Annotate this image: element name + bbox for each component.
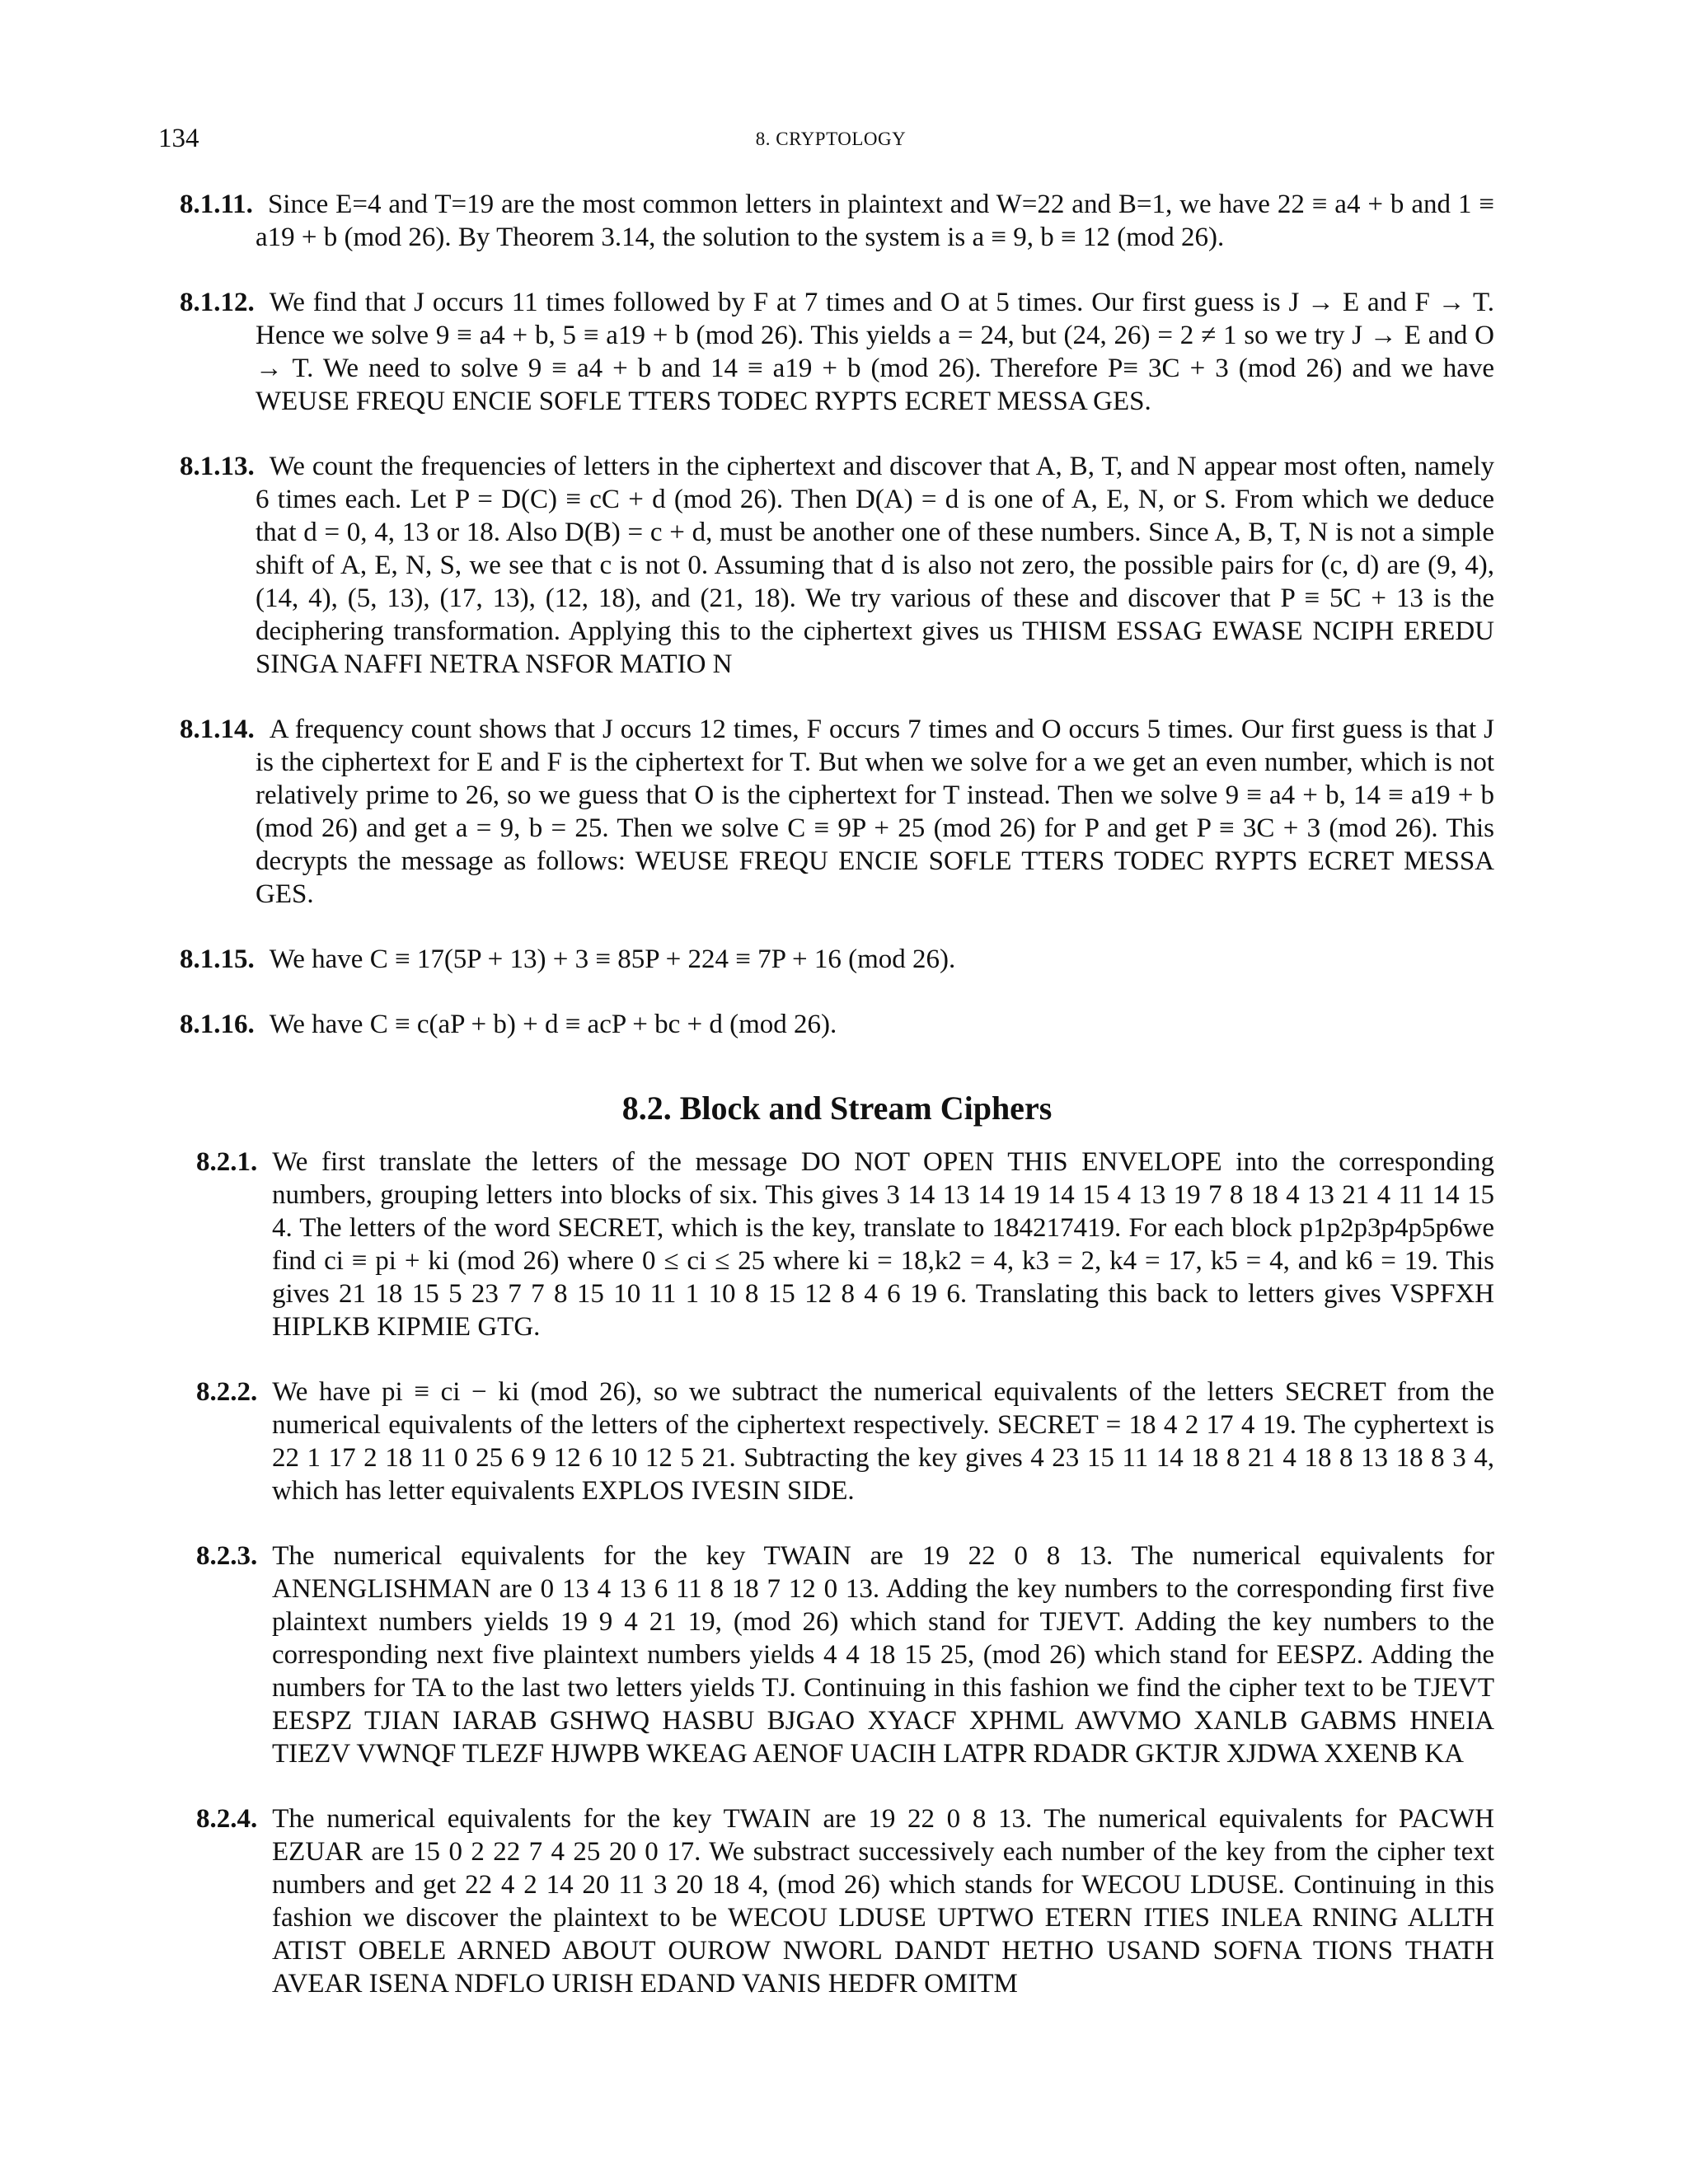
solution-8-1-16 [180,1008,1494,1041]
solution-8-1-14 [180,713,1494,911]
solution-8-1-15 [180,943,1494,976]
solution-8-2-2 [196,1376,1494,1507]
solution-8-1-11 [180,188,1494,254]
running-header [158,124,1503,157]
solution-number: 8.2.2. [196,1377,258,1407]
solution-text: We count the frequencies of letters in the ciphertext and discover that A, B, T, and N appear most often, namely 6 times each. Let P = D(C) ≡ cC + d (mod 26). Then D(A) = d is one of A, E, N, or S. From which we deduce that d = 0, 4, 13 or 18. Also D(B) = c + d, must be another one of these numbers. Since A, B, T, N is not a simple shift of A, E, N, S, we see that c is not 0. Assuming that d is also not zero, the possible pairs for (c, d) are (9, 4), (14, 4), (5, 13), (17, 13), (12, 18), and (21, 18). We try various of these and discover that P ≡ 5C + 13 is the deciphering transformation. Applying this to the ciphertext gives us THISM ESSAG EWASE NCIPH EREDU SINGA NAFFI NETRA NSFOR MATIO N [256,452,1494,679]
solution-text: We have C ≡ 17(5P + 13) + 3 ≡ 85P + 224 ≡ 7P + 16 (mod 26). [269,944,956,974]
solution-number: 8.1.11. [180,190,253,219]
section-8-2-body [196,1146,1494,2000]
solution-number: 8.1.15. [180,944,255,974]
solution-number: 8.1.13. [180,452,255,481]
running-title: 8. CRYPTOLOGY [755,129,907,149]
solution-8-2-4 [196,1802,1494,2000]
solution-8-2-1 [196,1146,1494,1343]
solution-text: A frequency count shows that J occurs 12 times, F occurs 7 times and O occurs 5 times. Our first guess is that J is the ciphertext for E and F is the ciphertext for T. But when we solve for a we get an even number, which is not relatively prime to 26, so we guess that O is the ciphertext for T instead. Then we solve 9 ≡ a4 + b, 14 ≡ a19 + b (mod 26) and get a = 9, b = 25. Then we solve C ≡ 9P + 25 (mod 26) for P and get P ≡ 3C + 3 (mod 26). This decrypts the message as follows: WEUSE FREQU ENCIE SOFLE TTERS TODEC RYPTS ECRET MESSA GES. [256,715,1494,909]
page-number: 134 [158,124,199,153]
solution-8-2-3 [196,1540,1494,1770]
solution-number: 8.1.12. [180,288,255,317]
solution-text: The numerical equivalents for the key TWAIN are 19 22 0 8 13. The numerical equivalents for PACWH EZUAR are 15 0 2 22 7 4 25 20 0 17. We substract successively each number of the key from the cipher text numbers and get 22 4 2 14 20 11 3 20 18 4, (mod 26) which stands for WECOU LDUSE. Continuing in this fashion we discover the plaintext to be WECOU LDUSE UPTWO ETERN ITIES INLEA RNING ALLTH ATIST OBELE ARNED ABOUT OUROW NWORL DANDT HETHO USAND SOFNA TIONS THATH AVEAR ISENA NDFLO URISH EDAND VANIS HEDFR OMITM [272,1804,1494,1999]
solution-number: 8.1.14. [180,715,255,744]
solution-text: We have C ≡ c(aP + b) + d ≡ acP + bc + d (mod 26). [269,1010,837,1039]
solution-number: 8.2.1. [196,1147,258,1177]
solution-text: Since E=4 and T=19 are the most common letters in plaintext and W=22 and B=1, we have 22 ≡ a4 + b and 1 ≡ a19 + b (mod 26). By Theorem 3.14, the solution to the system is a ≡ 9, b ≡ 12 (mod 26). [256,190,1494,252]
solution-number: 8.1.16. [180,1010,255,1039]
solution-text: We first translate the letters of the message DO NOT OPEN THIS ENVELOPE into the corresponding numbers, grouping letters into blocks of six. This gives 3 14 13 14 19 14 15 4 13 19 7 8 18 4 13 21 4 11 14 15 4. The letters of the word SECRET, which is the key, translate to 184217419. For each block p1p2p3p4p5p6we find ci ≡ pi + ki (mod 26) where 0 ≤ ci ≤ 25 where ki = 18,k2 = 4, k3 = 2, k4 = 17, k5 = 4, and k6 = 19. This gives 21 18 15 5 23 7 7 8 15 10 11 1 10 8 15 12 8 4 6 19 6. Translating this back to letters gives VSPFXH HIPLKB KIPMIE GTG. [272,1147,1494,1342]
solution-text: We find that J occurs 11 times followed by F at 7 times and O at 5 times. Our first guess is J → E and F → T. Hence we solve 9 ≡ a4 + b, 5 ≡ a19 + b (mod 26). This yields a = 24, but (24, 26) = 2 ≠ 1 so we try J → E and O → T. We need to solve 9 ≡ a4 + b and 14 ≡ a19 + b (mod 26). Therefore P≡ 3C + 3 (mod 26) and we have WEUSE FREQU ENCIE SOFLE TTERS TODEC RYPTS ECRET MESSA GES. [256,288,1494,416]
solution-8-1-12 [180,286,1494,418]
section-heading: 8.2. Block and Stream Ciphers [621,1090,1053,1127]
solution-number: 8.2.4. [196,1804,258,1834]
solution-8-1-13 [180,450,1494,681]
solution-text: The numerical equivalents for the key TWAIN are 19 22 0 8 13. The numerical equivalents for ANENGLISHMAN are 0 13 4 13 6 11 8 18 7 12 0 13. Adding the key numbers to the corresponding first five plaintext numbers yields 19 9 4 21 19, (mod 26) which stand for TJEVT. Adding the key numbers to the corresponding next five plaintext numbers yields 4 4 18 15 25, (mod 26) which stand for EESPZ. Adding the numbers for TA to the last two letters yields TJ. Continuing in this fashion we find the cipher text to be TJEVT EESPZ TJIAN IARAB GSHWQ HASBU BJGAO XYACF XPHML AWVMO XANLB GABMS HNEIA TIEZV VWNQF TLEZF HJWPB WKEAG AENOF UACIH LATPR RDADR GKTJR XJDWA XXENB KA [272,1541,1494,1769]
solution-number: 8.2.3. [196,1541,258,1571]
page-content [180,188,1494,2032]
solution-text: We have pi ≡ ci − ki (mod 26), so we subtract the numerical equivalents of the letters SECRET from the numerical equivalents of the letters of the ciphertext respectively. SECRET = 18 4 2 17 4 19. The cyphertext is 22 1 17 2 18 11 0 25 6 9 12 6 10 12 5 21. Subtracting the key gives 4 23 15 11 14 18 8 21 4 18 8 13 18 8 3 4, which has letter equivalents EXPLOS IVESIN SIDE. [272,1377,1494,1506]
